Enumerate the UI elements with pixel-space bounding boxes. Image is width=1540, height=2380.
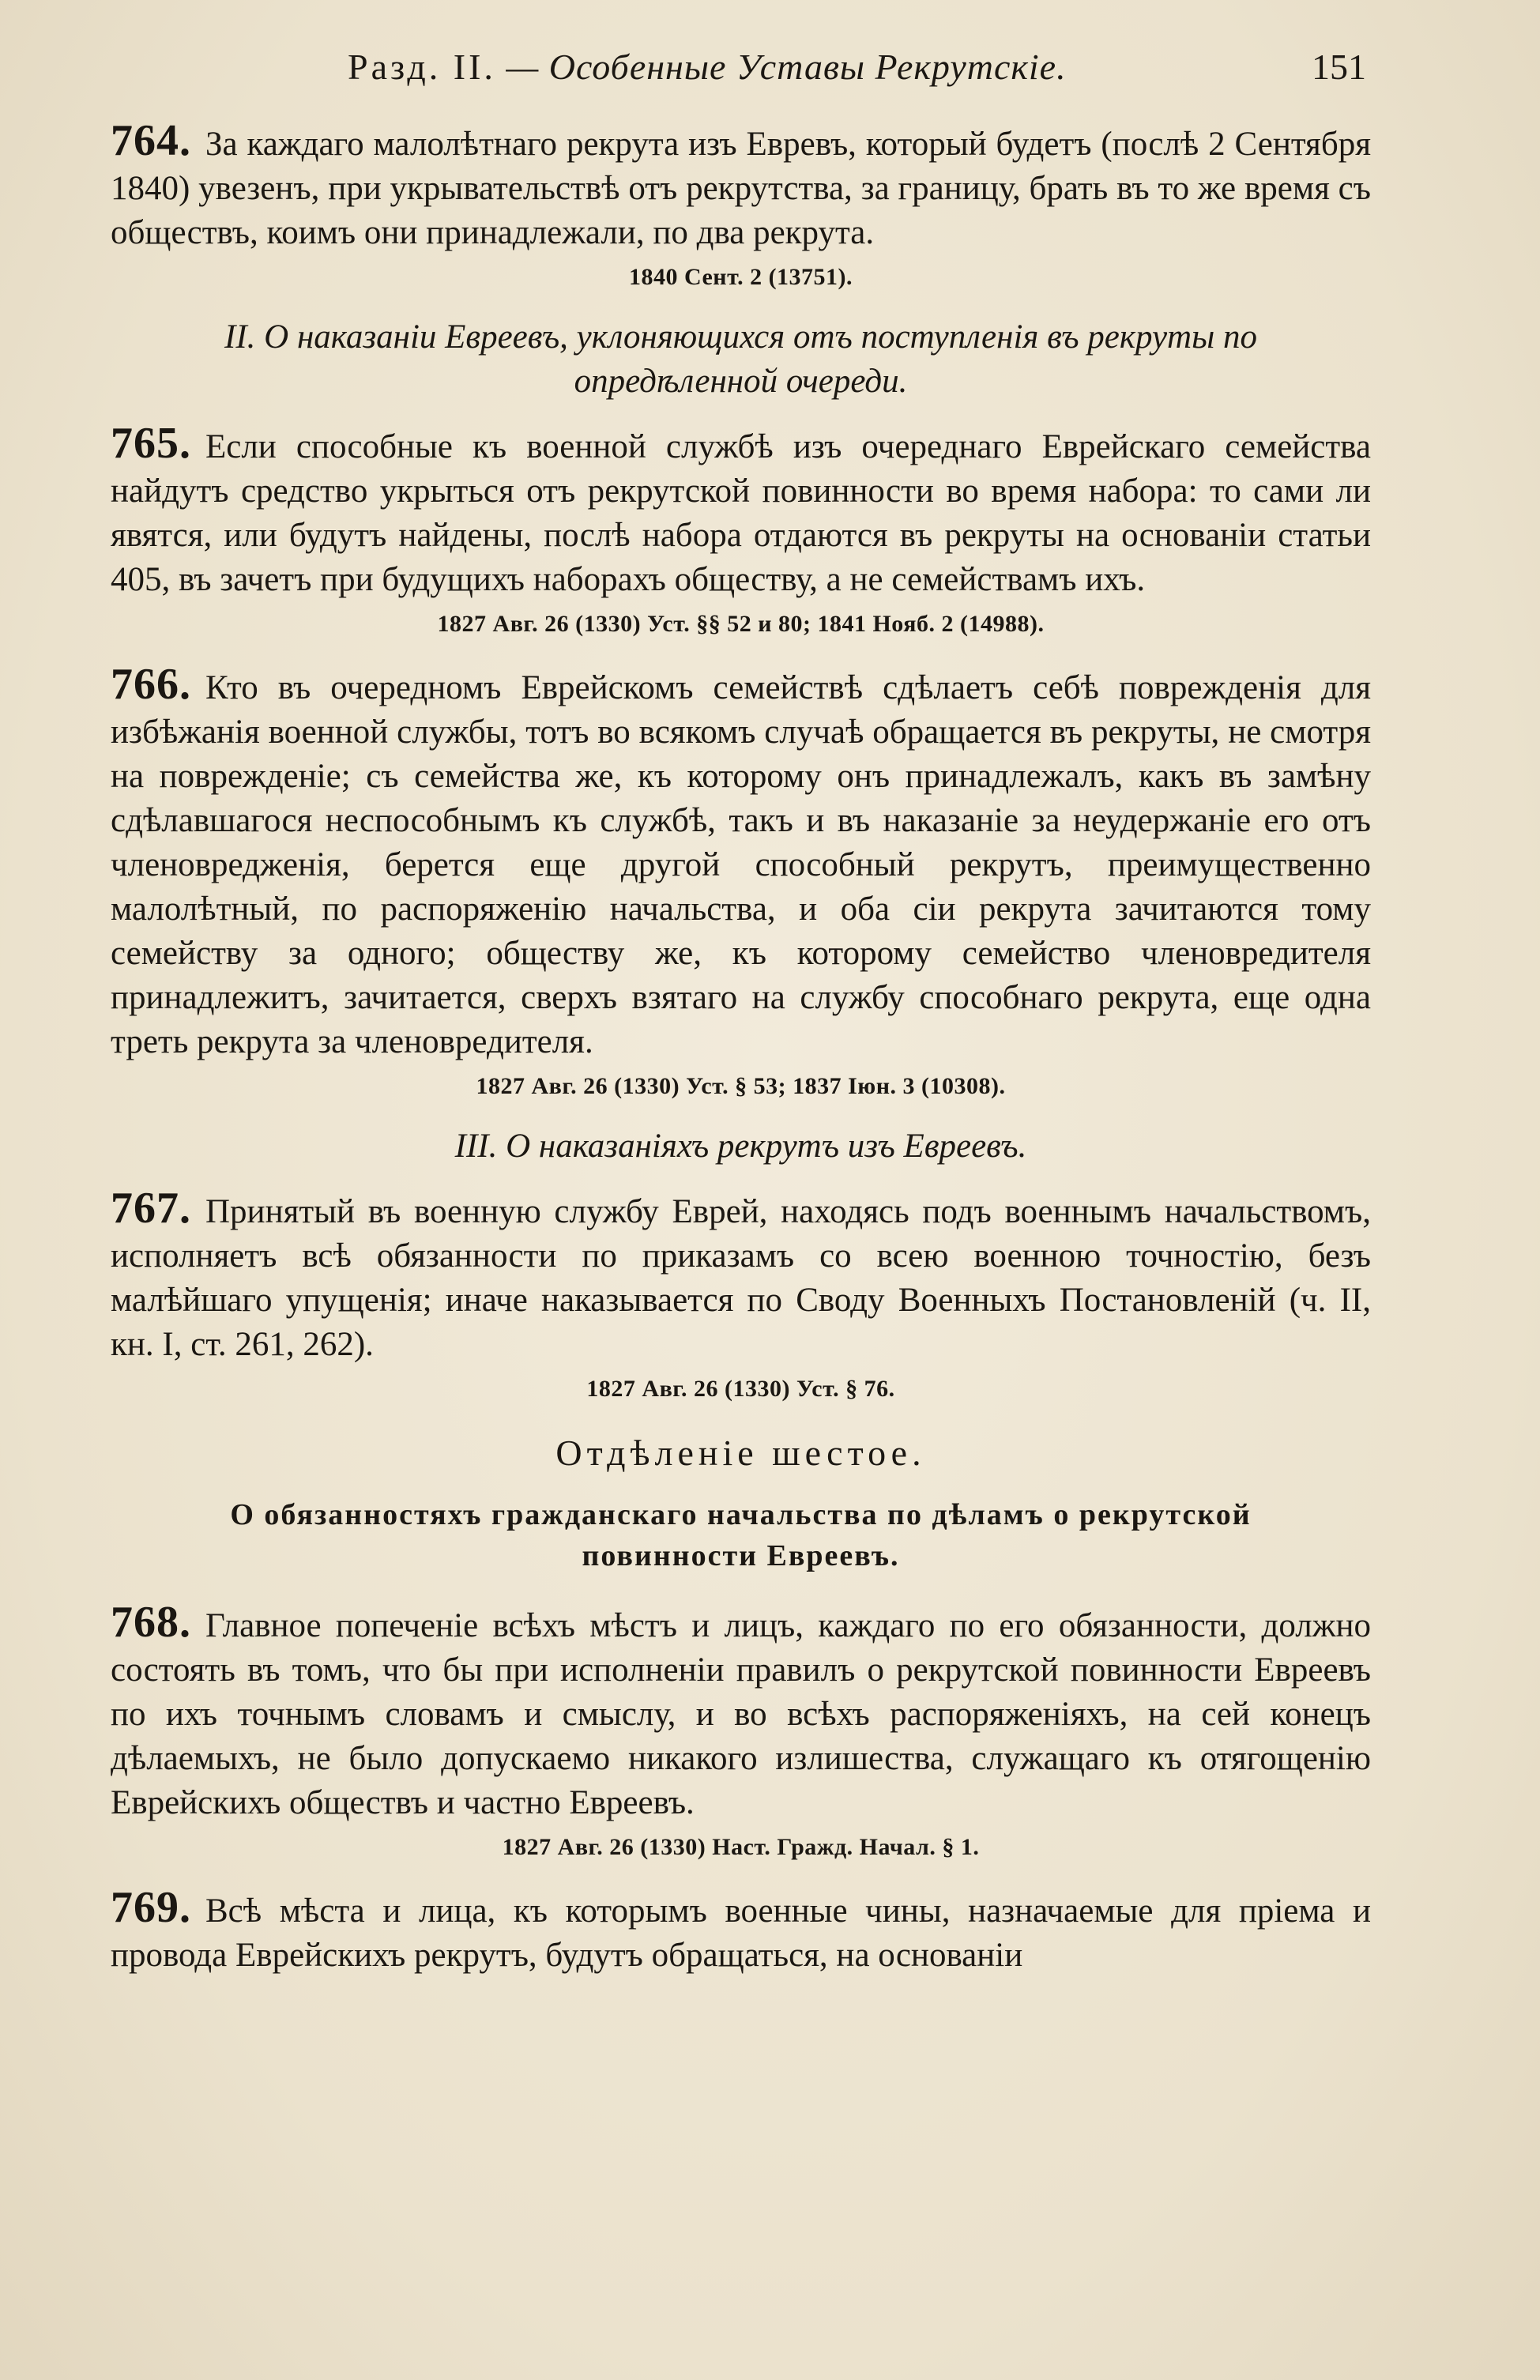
article-text: За каждаго малолѣтнаго рекрута изъ Евревъ, который будетъ (послѣ 2 Сентября 1840) увезенъ, при укрывательствѣ отъ рекрутства, за границу, брать въ то же время съ обществъ, коимъ они принадлежали, по два рекрута.: [111, 126, 1371, 251]
header-dash: —: [506, 47, 540, 87]
section-label: Разд. II.: [348, 47, 496, 87]
subsection-heading-3: III. О наказаніяхъ рекрутъ изъ Евреевъ.: [454, 1128, 1027, 1165]
article-source: 1827 Авг. 26 (1330) Наст. Гражд. Начал. § 1.: [502, 1834, 980, 1860]
article-text: Если способные къ военной службѣ изъ очереднаго Еврейскаго семейства найдутъ средство укрыться отъ рекрутской повинности во время набора: то сами ли явятся, или будутъ найдены, послѣ набора отдаются въ рекруты на основаніи статьи 405, въ зачетъ при будущихъ наборахъ обществу, а не семействамъ ихъ.: [111, 428, 1371, 598]
article-text: Принятый въ военную службу Еврей, находясь подъ военнымъ начальствомъ, исполняетъ всѣ обязанности по приказамъ со всею военною точностію, безъ малѣйшаго упущенія; иначе наказывается по Своду Военныхъ Постановленій (ч. II, кн. I, ст. 261, 262).: [111, 1193, 1371, 1363]
article-764: [111, 116, 1371, 255]
article-number: 766.: [111, 660, 191, 709]
chapter-title: Отдѣленіе шестое.: [555, 1433, 926, 1473]
article-source: 1840 Сент. 2 (13751).: [628, 264, 853, 290]
chapter-subtitle: О обязанностяхъ гражданскаго начальства по дѣламъ о рекрутской повинности Евреевъ.: [230, 1498, 1252, 1572]
article-number: 765.: [111, 419, 191, 468]
article-number: 767.: [111, 1184, 191, 1233]
article-source: 1827 Авг. 26 (1330) Уст. § 76.: [586, 1376, 895, 1402]
article-source: 1827 Авг. 26 (1330) Уст. § 53; 1837 Іюн. 3 (10308).: [476, 1073, 1006, 1099]
article-765: [111, 421, 1371, 602]
article-768: [111, 1600, 1371, 1825]
page-body: [111, 116, 1371, 1978]
article-number: 769.: [111, 1883, 191, 1932]
running-header: [0, 38, 1540, 101]
article-text: Всѣ мѣста и лица, къ которымъ военные чины, назначаемые для пріема и провода Еврейскихъ рекрутъ, будутъ обращаться, на основаніи: [111, 1892, 1371, 1974]
article-number: 768.: [111, 1598, 191, 1647]
article-number: 764.: [111, 116, 191, 165]
running-title: [348, 46, 1067, 88]
subsection-heading-2: II. О наказаніи Евреевъ, уклоняющихся отъ поступленія въ рекруты по опредѣленной очереди.: [224, 318, 1257, 400]
article-767: [111, 1186, 1371, 1367]
article-766: [111, 662, 1371, 1064]
article-text: Главное попеченіе всѣхъ мѣстъ и лицъ, каждаго по его обязанности, должно состоять въ томъ, что бы при исполненіи правилъ о рекрутской повинности Евреевъ по ихъ точнымъ словамъ и смыслу, и во всѣхъ распоряженіяхъ, на сей конецъ дѣлаемыхъ, не было допускаемо никакого излишества, служащаго къ отягощенію Еврейскихъ обществъ и частно Евреевъ.: [111, 1607, 1371, 1821]
article-769: [111, 1885, 1371, 1978]
page-number: 151: [1312, 47, 1366, 87]
header-title-text: Особенные Уставы Рекрутскіе.: [548, 47, 1067, 87]
article-text: Кто въ очередномъ Еврейскомъ семействѣ сдѣлаетъ себѣ поврежденія для избѣжанія военной службы, тотъ во всякомъ случаѣ обращается въ рекруты, не смотря на поврежденіе; съ семейства же, къ которому онъ принадлежалъ, какъ въ замѣну сдѣлавшагося неспособнымъ къ службѣ, такъ и въ наказаніе за неудержаніе его отъ членовредженія, берется еще другой способный рекрутъ, преимущественно малолѣтный, по распоряженію начальства, и оба сіи рекрута зачитаются тому семейству за одного; обществу же, къ которому семейство членовредителя принадлежитъ, зачитается, сверхъ взятаго на службу способнаго рекрута, еще одна треть рекрута за членовредителя.: [111, 669, 1371, 1060]
article-source: 1827 Авг. 26 (1330) Уст. §§ 52 и 80; 1841 Нояб. 2 (14988).: [437, 611, 1045, 637]
